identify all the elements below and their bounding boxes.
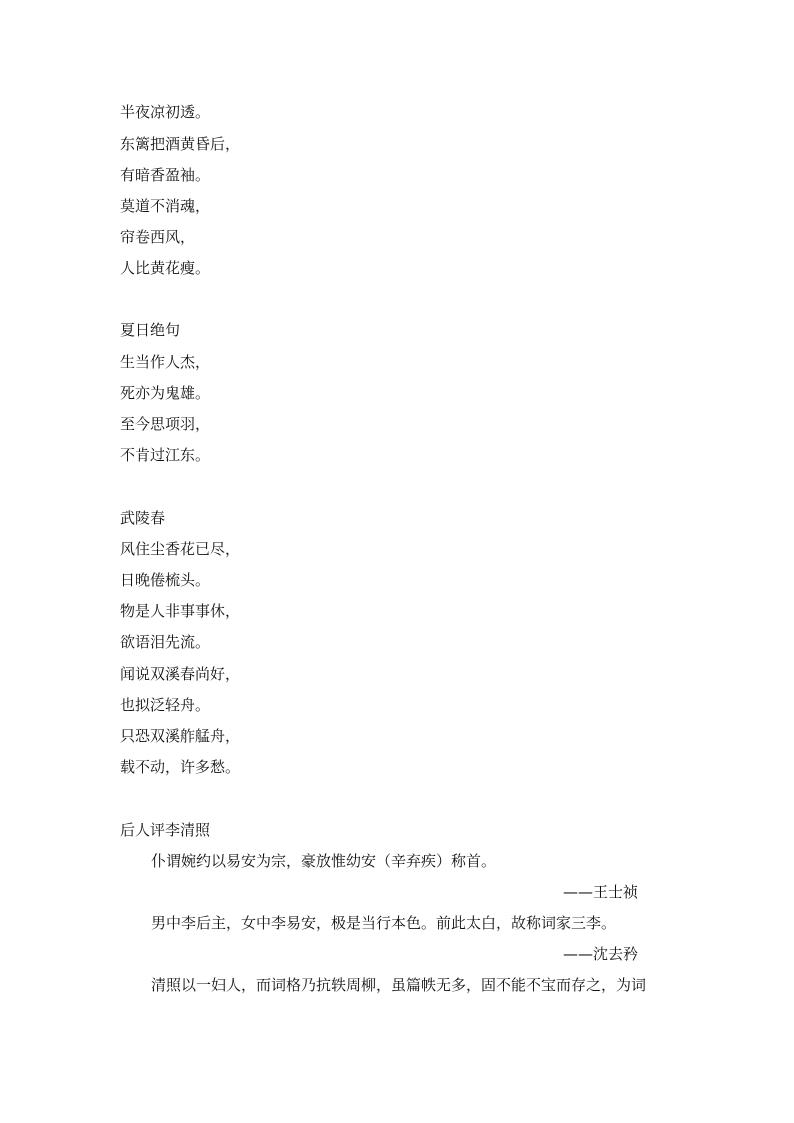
- poem-line: 有暗香盈袖。: [120, 166, 211, 184]
- poem-line: 人比黄花瘦。: [120, 259, 211, 277]
- poem-line: 载不动，许多愁。: [120, 758, 241, 776]
- review-author: ——王士祯: [562, 883, 638, 901]
- review-quote: 仆谓婉约以易安为宗，豪放惟幼安（辛弃疾）称首。: [151, 852, 497, 870]
- poem-line: 东篱把酒黄昏后，: [120, 135, 241, 153]
- poem-line: 莫道不消魂，: [120, 197, 211, 215]
- review-quote: 清照以一妇人，而词格乃抗轶周柳，虽篇帙无多，固不能不宝而存之，为词: [151, 976, 647, 994]
- section-title: 后人评李清照: [120, 821, 211, 839]
- poem-line: 风住尘香花已尽，: [120, 540, 241, 558]
- review-author: ——沈去矜: [562, 945, 638, 963]
- poem-line: 只恐双溪舴艋舟，: [120, 727, 241, 745]
- poem-line: 生当作人杰，: [120, 353, 211, 371]
- poem-line: 物是人非事事休，: [120, 602, 241, 620]
- poem-line: 日晚倦梳头。: [120, 571, 211, 589]
- poem-line: 也拟泛轻舟。: [120, 696, 211, 714]
- poem-line: 闻说双溪春尚好，: [120, 665, 241, 683]
- poem-line: 不肯过江东。: [120, 446, 211, 464]
- poem-line: 欲语泪先流。: [120, 633, 211, 651]
- poem-line: 帘卷西风，: [120, 228, 196, 246]
- poem-title: 夏日绝句: [120, 321, 181, 339]
- poem-line: 至今思项羽，: [120, 415, 211, 433]
- poem-title: 武陵春: [120, 509, 166, 527]
- poem-line: 死亦为鬼雄。: [120, 384, 211, 402]
- poem-line: 半夜凉初透。: [120, 103, 211, 121]
- review-quote: 男中李后主，女中李易安，极是当行本色。前此太白，故称词家三李。: [151, 914, 617, 932]
